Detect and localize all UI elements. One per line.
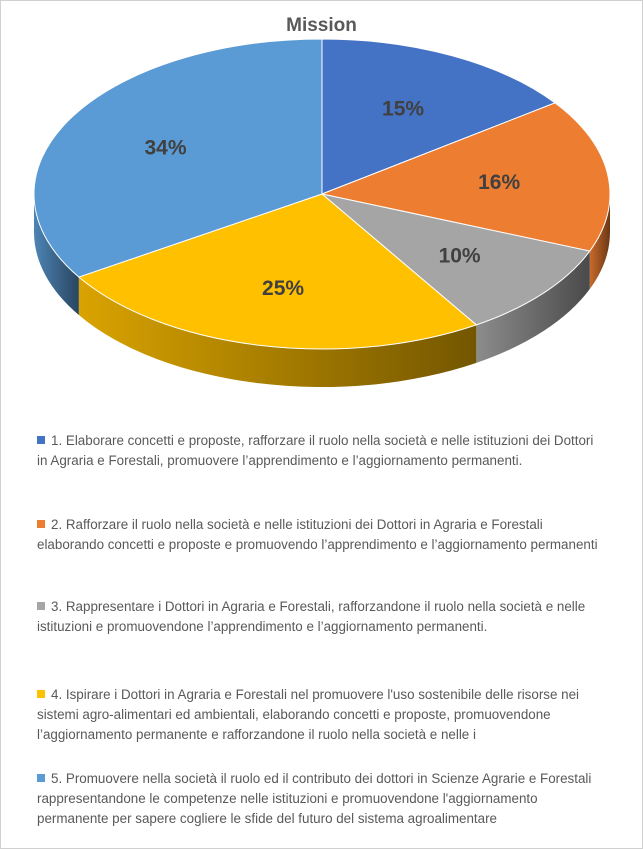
legend-text-1: 1. Elaborare concetti e proposte, rafforzare il ruolo nella società e nelle istituzioni dei Dottori in Agraria e Forestali, promuovere l’apprendimento e l’aggiornamento permanenti. [37,433,594,468]
legend-item-4 [37,685,607,745]
legend-text-3: 3. Rappresentare i Dottori in Agraria e Forestali, rafforzandone il ruolo nella società e nelle istituzioni e promuovendone l’apprendimento e l’aggiornamento permanenti. [37,599,586,634]
slice-label-4: 25% [262,276,305,300]
legend-swatch-1 [37,436,45,444]
slice-label-1: 15% [382,97,425,121]
legend-swatch-2 [37,520,45,528]
slice-label-5: 34% [144,136,187,160]
legend-swatch-4 [37,690,45,698]
legend-item-3 [37,597,607,637]
legend-item-5 [37,769,607,829]
slice-label-3: 10% [438,244,481,268]
legend-item-2 [37,515,607,555]
legend-swatch-3 [37,602,45,610]
chart-title: Mission [286,15,357,36]
legend-text-4: 4. Ispirare i Dottori in Agraria e Forestali nel promuovere l'uso sostenibile delle risorse nei sistemi agro-alimentari ed ambientali, elaborando concetti e proposte, promuovendone l’aggiornamento permanente e rafforzandone il ruolo nella società e nelle i [37,687,580,742]
legend-text-2: 2. Rafforzare il ruolo nella società e nelle istituzioni dei Dottori in Agraria e Forestali elaborando concetti e proposte e promuovendo l’apprendimento e l’aggiornamento permanenti [37,517,598,552]
legend-text-5: 5. Promuovere nella società il ruolo ed il contributo dei dottori in Scienze Agrarie e Forestali rappresentandone le competenze nelle istituzioni e promuovendone l'aggiornamento permanente per sapere cogliere le sfide del futuro del sistema agroalimentare [37,771,592,826]
legend-item-1 [37,431,607,471]
slice-label-2: 16% [478,170,521,194]
legend-swatch-5 [37,774,45,782]
pie-chart [1,1,642,431]
